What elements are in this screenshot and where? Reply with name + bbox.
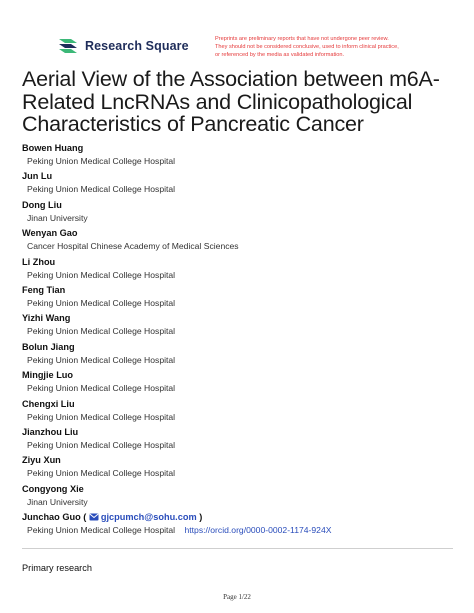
author-entry — [22, 341, 462, 369]
author-entry — [22, 483, 462, 511]
author-list — [22, 142, 462, 539]
author-affiliation: Cancer Hospital Chinese Academy of Medical Sciences — [27, 241, 239, 252]
logo-text: Research Square — [85, 39, 189, 53]
mail-icon — [89, 513, 99, 521]
author-name: Chengxi Liu — [22, 398, 75, 409]
author-affiliation: Peking Union Medical College Hospital — [27, 156, 176, 166]
author-entry — [22, 199, 462, 227]
author-name: Mingjie Luo — [22, 370, 74, 381]
author-affiliation: Jinan University — [27, 496, 88, 507]
author-affiliation: Peking Union Medical College Hospital — [27, 468, 176, 479]
author-entry — [22, 312, 462, 340]
author-entry — [22, 454, 462, 482]
author-affiliation: Peking Union Medical College Hospital — [27, 383, 176, 394]
author-name: Wenyan Gao — [22, 228, 78, 239]
research-square-logo[interactable] — [57, 37, 189, 55]
author-entry — [22, 284, 462, 312]
author-entry — [22, 369, 462, 397]
email-link[interactable] — [89, 512, 199, 522]
author-affiliation: Peking Union Medical College Hospital — [27, 354, 176, 365]
author-affiliation: Peking Union Medical College Hospital — [27, 269, 176, 280]
disclaimer-line: or referenced by the media as validated information. — [215, 52, 345, 58]
orcid-link[interactable]: https://orcid.org/0000-0002-1174-924X — [184, 525, 332, 536]
paren-open: ( — [83, 512, 87, 523]
paper-title: Aerial View of the Association between m6A-Related LncRNAs and Clinicopathological Characteristics of Pancreatic Cancer — [22, 67, 440, 136]
author-affiliation: Peking Union Medical College Hospital — [27, 184, 176, 195]
author-name: Jun Lu — [22, 171, 53, 182]
author-affiliation: Jinan University — [27, 212, 88, 223]
author-entry — [22, 227, 462, 255]
page-number: Page 1/22 — [223, 593, 251, 601]
disclaimer-line: They should not be considered conclusive, used to inform clinical practice, — [215, 44, 399, 50]
author-name: Feng Tian — [22, 284, 66, 295]
author-name: Jianzhou Liu — [22, 426, 79, 437]
section-divider — [22, 548, 453, 549]
corresponding-author-entry — [22, 511, 462, 539]
email-address: gjcpumch@sohu.com — [100, 512, 197, 523]
author-name: Li Zhou — [22, 256, 56, 267]
author-name: Dong Liu — [22, 199, 62, 210]
author-entry — [22, 426, 462, 454]
paren-close: ) — [199, 512, 203, 523]
disclaimer-line: Preprints are preliminary reports that have not undergone peer review. — [215, 36, 389, 42]
author-affiliation-row — [22, 523, 462, 537]
author-entry — [22, 398, 462, 426]
author-affiliation: Peking Union Medical College Hospital — [27, 411, 176, 422]
author-affiliation: Peking Union Medical College Hospital — [27, 297, 176, 308]
author-name — [22, 511, 462, 523]
author-affiliation: Peking Union Medical College Hospital — [27, 439, 176, 450]
author-affiliation: Peking Union Medical College Hospital — [27, 326, 176, 337]
research-square-logo-icon — [57, 37, 79, 55]
author-affiliation: Peking Union Medical College Hospital — [27, 525, 176, 536]
article-type: Primary research — [22, 563, 92, 573]
preprint-disclaimer — [215, 35, 455, 59]
author-entry — [22, 256, 462, 284]
author-name: Congyong Xie — [22, 483, 84, 494]
author-entry — [22, 142, 462, 170]
author-name: Ziyu Xun — [22, 455, 61, 466]
author-name: Bowen Huang — [22, 143, 84, 153]
header — [0, 0, 474, 62]
corresponding-author-name: Junchao Guo — [22, 512, 81, 523]
author-entry — [22, 170, 462, 198]
author-name: Yizhi Wang — [22, 313, 71, 324]
author-name: Bolun Jiang — [22, 341, 75, 352]
